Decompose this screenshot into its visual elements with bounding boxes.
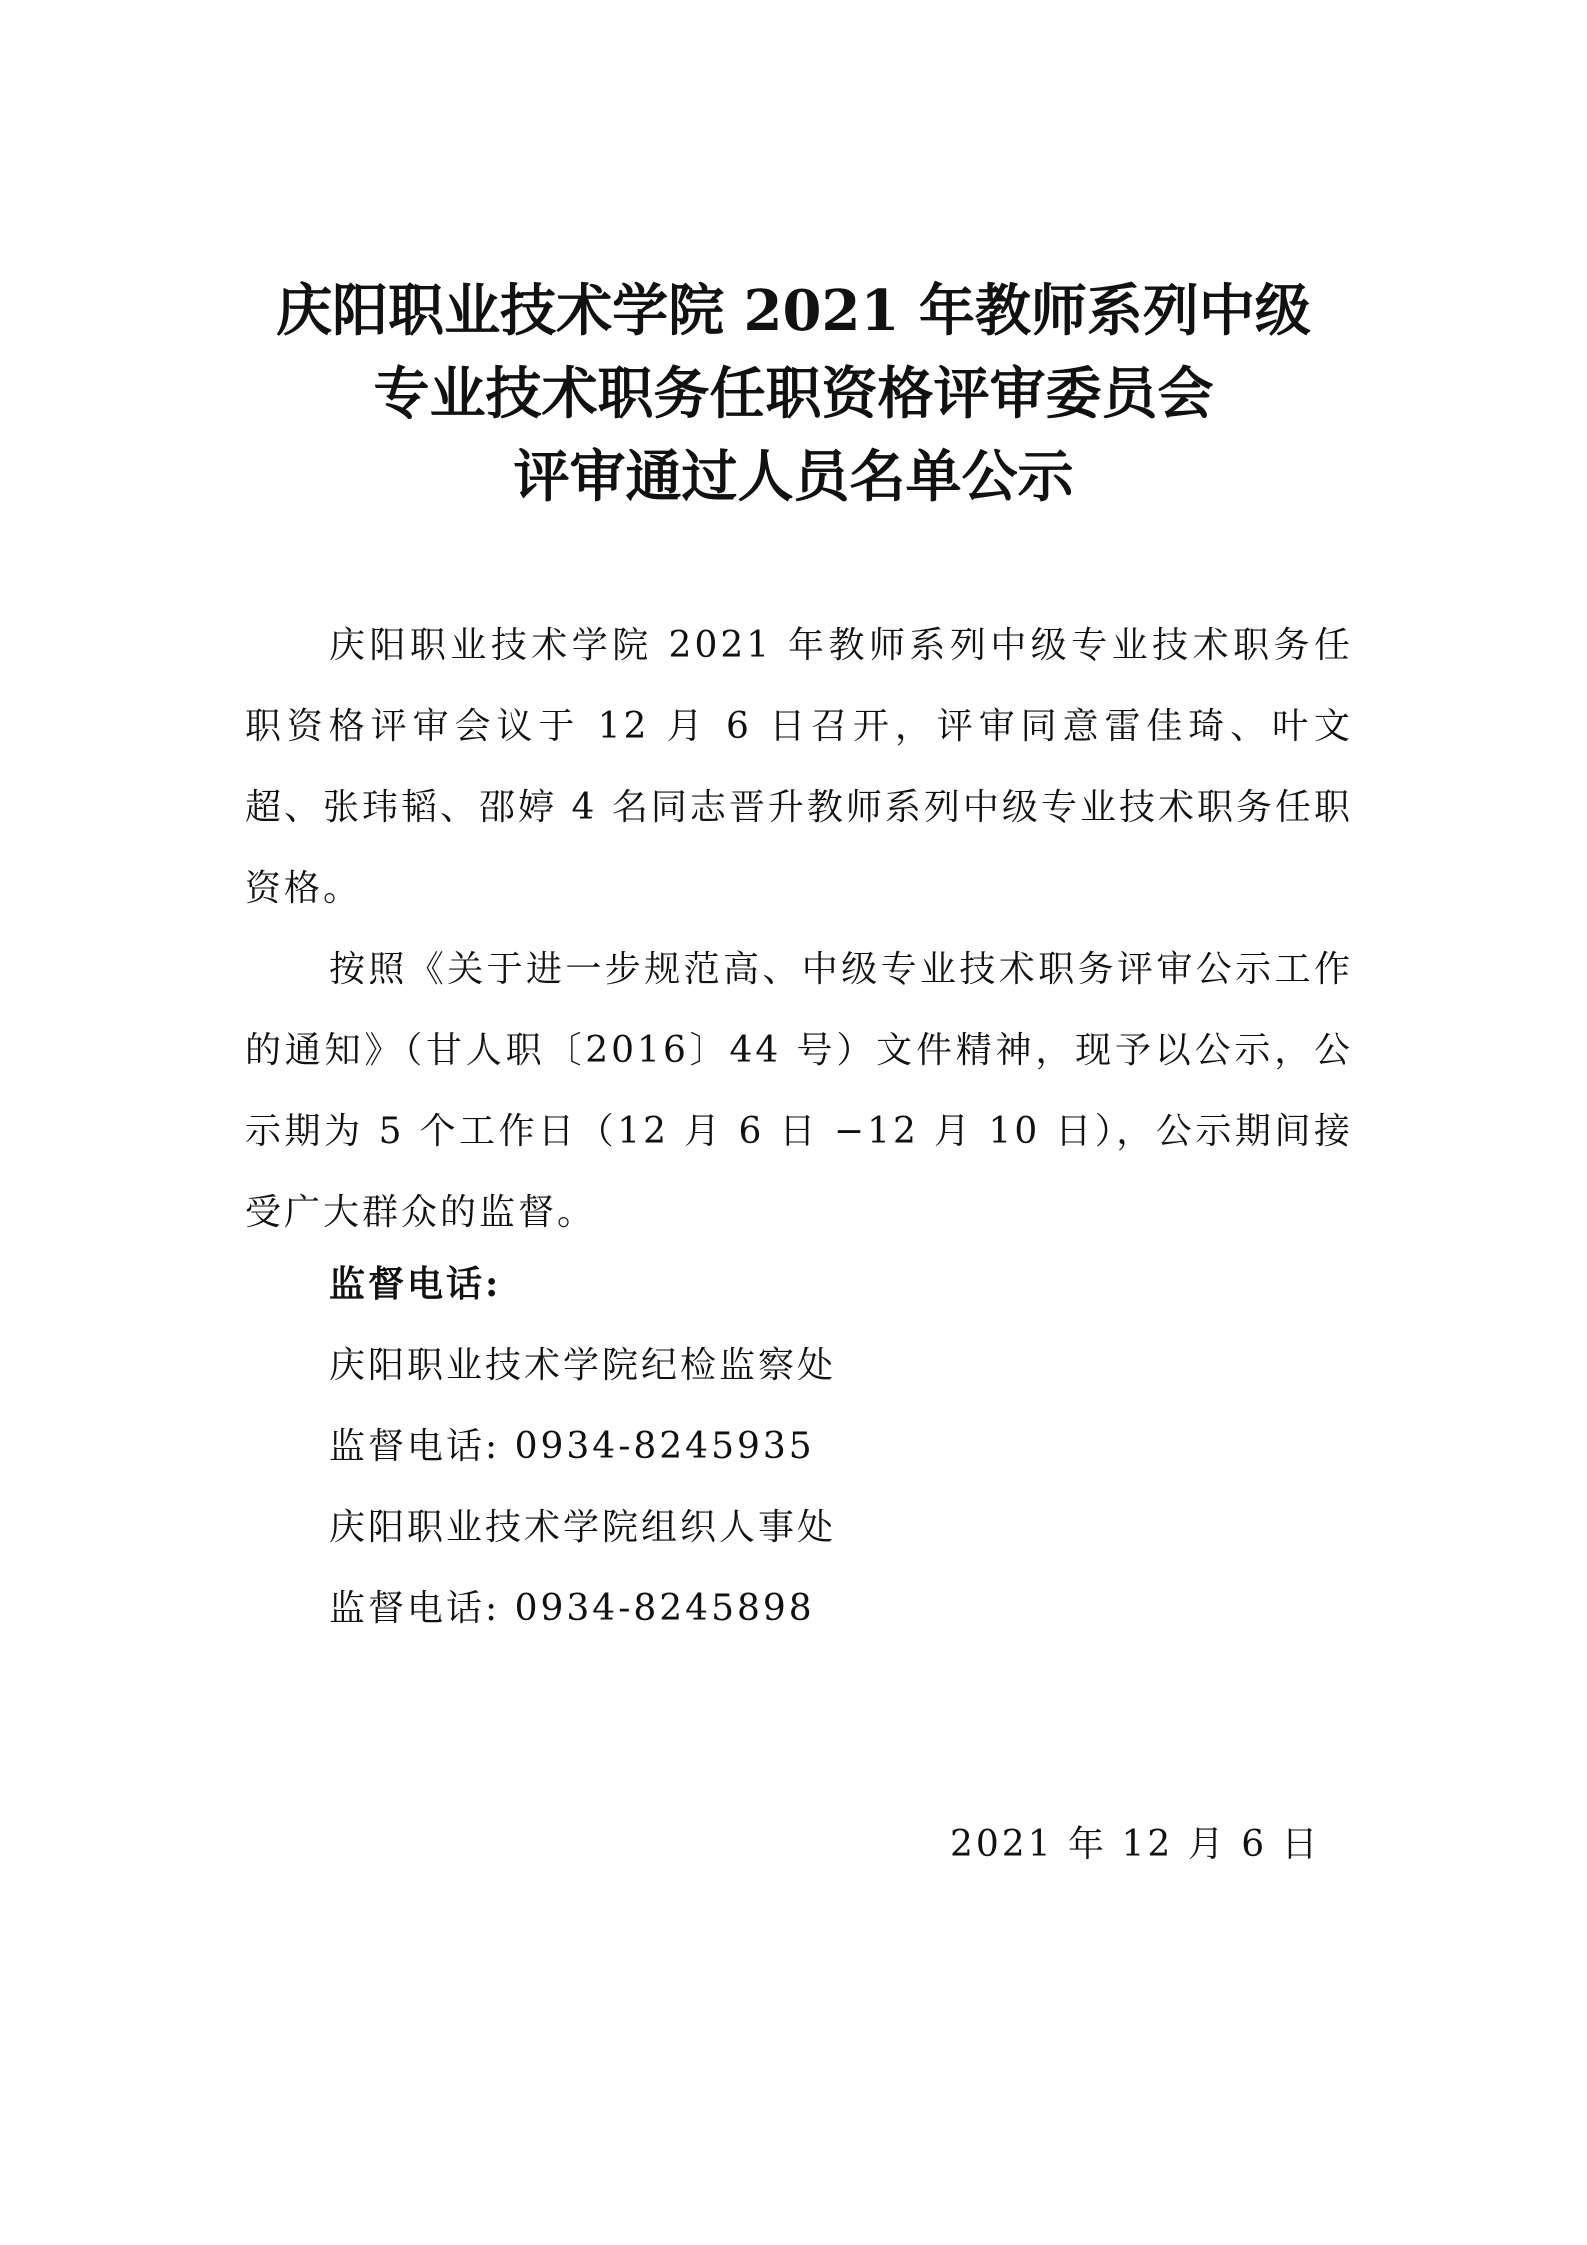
document-date: 2021 年 12 月 6 日 [950,1824,1321,1865]
title-line-1: 庆阳职业技术学院 2021 年教师系列中级 [276,278,1311,344]
body-paragraph-announcement: 庆阳职业技术学院 2021 年教师系列中级专业技术职务任职资格评审会议于 12 月 6 日召开，评审同意雷佳琦、叶文超、张玮韬、邵婷 4 名同志晋升教师系列中级专业技术职务任职资格。 [245,625,1353,909]
contact-heading: 监督电话: [329,1263,502,1305]
contact-office-personnel: 庆阳职业技术学院组织人事处 [329,1507,837,1548]
body-paragraph-publicity-period: 按照《关于进一步规范高、中级专业技术职务评审公示工作的通知》（甘人职〔2016〕44 号）文件精神，现予以公示，公示期为 5 个工作日（12 月 6 日 −12 月 10 日），公示期间接受广大群众的监督。 [245,949,1353,1233]
title-line-3: 评审通过人员名单公示 [513,444,1074,510]
contact-office-discipline: 庆阳职业技术学院纪检监察处 [329,1345,837,1386]
contact-phone-personnel: 监督电话: 0934-8245898 [329,1588,815,1629]
document-title [180,270,1407,519]
title-line-2: 专业技术职务任职资格评审委员会 [373,361,1214,427]
contact-phone-discipline: 监督电话: 0934-8245935 [329,1426,815,1467]
